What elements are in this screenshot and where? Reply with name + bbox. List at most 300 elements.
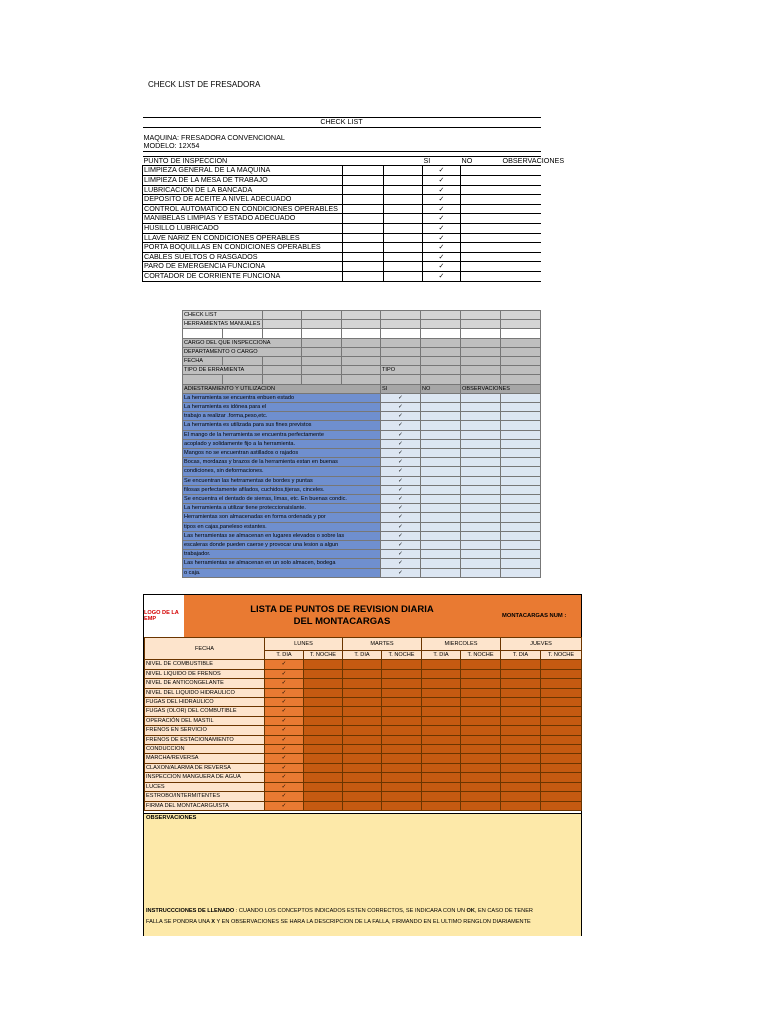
si-checkbox[interactable]: ✓ <box>423 233 461 243</box>
shift-cell[interactable] <box>541 679 582 688</box>
observation-cell[interactable] <box>501 449 541 458</box>
no-header: NO <box>461 156 502 166</box>
shift-cell[interactable] <box>343 669 382 678</box>
no-checkbox[interactable] <box>421 449 461 458</box>
observation-cell[interactable] <box>461 568 501 577</box>
shift-cell[interactable] <box>461 782 501 791</box>
shift-cell[interactable] <box>304 707 343 716</box>
si-checkbox[interactable]: ✓ <box>381 531 421 540</box>
shift-cell[interactable] <box>461 726 501 735</box>
shift-cell[interactable] <box>382 735 422 744</box>
shift-cell[interactable] <box>343 773 382 782</box>
instructions-label: INSTRUCCCIONES DE LLENADO <box>146 908 235 914</box>
forklift-row <box>145 660 582 669</box>
shift-cell[interactable] <box>343 782 382 791</box>
shift-cell[interactable] <box>304 669 343 678</box>
shift-night-header: T. NOCHE <box>461 651 501 660</box>
monday-day-cell[interactable]: ✓ <box>265 726 304 735</box>
shift-cell[interactable] <box>343 726 382 735</box>
shift-cell[interactable] <box>501 773 541 782</box>
observation-cell[interactable] <box>501 504 541 513</box>
observation-cell[interactable] <box>501 550 541 559</box>
shift-cell[interactable] <box>343 801 382 810</box>
forklift-item-label: INSPECCION MANGUERA DE AGUA <box>145 773 265 782</box>
shift-cell[interactable] <box>501 660 541 669</box>
no-checkbox[interactable] <box>461 204 502 214</box>
observation-cell[interactable] <box>501 485 541 494</box>
shift-cell[interactable] <box>382 754 422 763</box>
forklift-row <box>145 745 582 754</box>
shift-cell[interactable] <box>382 792 422 801</box>
shift-cell[interactable] <box>422 716 461 725</box>
tool-check-row <box>183 504 541 513</box>
no-checkbox[interactable] <box>421 430 461 439</box>
observation-cell[interactable] <box>461 458 501 467</box>
tool-check-label: Las herramientas se almacenan en lugares elevados o sobre las <box>183 531 381 540</box>
shift-cell[interactable] <box>501 792 541 801</box>
si-checkbox[interactable]: ✓ <box>381 513 421 522</box>
observation-cell[interactable] <box>502 214 541 224</box>
observation-cell[interactable] <box>461 467 501 476</box>
monday-day-cell[interactable]: ✓ <box>265 745 304 754</box>
shift-cell[interactable] <box>541 716 582 725</box>
herramientas-checklist-table <box>182 310 541 578</box>
shift-cell[interactable] <box>501 782 541 791</box>
no-checkbox[interactable] <box>421 467 461 476</box>
forklift-item-label: FUGAS (OLOR) DEL COMBUTIBLE <box>145 707 265 716</box>
shift-cell[interactable] <box>304 754 343 763</box>
observation-cell[interactable] <box>461 449 501 458</box>
shift-cell[interactable] <box>422 698 461 707</box>
shift-cell[interactable] <box>501 735 541 744</box>
no-checkbox[interactable] <box>461 262 502 272</box>
observation-cell[interactable] <box>461 504 501 513</box>
si-checkbox[interactable]: ✓ <box>381 504 421 513</box>
tool-check-label: Bocas, mordazas y brazos de la herramienta estan en buenas <box>183 458 381 467</box>
day-header: LUNES <box>265 638 343 651</box>
shift-cell[interactable] <box>461 688 501 697</box>
shift-cell[interactable] <box>541 688 582 697</box>
shift-cell[interactable] <box>422 660 461 669</box>
no-checkbox[interactable] <box>461 271 502 281</box>
shift-cell[interactable] <box>501 669 541 678</box>
monday-day-cell[interactable]: ✓ <box>265 801 304 810</box>
no-checkbox[interactable] <box>421 485 461 494</box>
monday-day-cell[interactable]: ✓ <box>265 773 304 782</box>
observation-cell[interactable] <box>461 531 501 540</box>
shift-cell[interactable] <box>343 735 382 744</box>
si-checkbox[interactable]: ✓ <box>381 550 421 559</box>
si-checkbox[interactable]: ✓ <box>423 243 461 253</box>
si-checkbox[interactable]: ✓ <box>381 485 421 494</box>
shift-cell[interactable] <box>343 792 382 801</box>
tool-check-row <box>183 421 541 430</box>
no-checkbox[interactable] <box>461 252 502 262</box>
monday-day-cell[interactable]: ✓ <box>265 679 304 688</box>
si-checkbox[interactable]: ✓ <box>423 185 461 195</box>
tool-check-label: Se encuentran las hetrramentas de bordes y puntas <box>183 476 381 485</box>
shift-cell[interactable] <box>422 707 461 716</box>
forklift-row <box>145 773 582 782</box>
day-header: MARTES <box>343 638 422 651</box>
si-checkbox[interactable]: ✓ <box>423 204 461 214</box>
observation-cell[interactable] <box>502 233 541 243</box>
shift-cell[interactable] <box>304 726 343 735</box>
observation-cell[interactable] <box>502 195 541 205</box>
shift-cell[interactable] <box>461 745 501 754</box>
shift-cell[interactable] <box>304 792 343 801</box>
si-checkbox[interactable]: ✓ <box>381 522 421 531</box>
shift-cell[interactable] <box>304 782 343 791</box>
observation-cell[interactable] <box>502 243 541 253</box>
forklift-row <box>145 763 582 772</box>
observation-cell[interactable] <box>501 522 541 531</box>
no-checkbox[interactable] <box>421 504 461 513</box>
shift-cell[interactable] <box>382 745 422 754</box>
forklift-row <box>145 792 582 801</box>
tool-check-label: El mango de la herramienta se encuentra perfectamente <box>183 430 381 439</box>
training-header: ADIESTRAMIENTO Y UTILIZACION <box>183 384 381 393</box>
shift-cell[interactable] <box>304 716 343 725</box>
shift-cell[interactable] <box>501 726 541 735</box>
shift-cell[interactable] <box>343 716 382 725</box>
observation-cell[interactable] <box>461 541 501 550</box>
forklift-number-label: MONTACARGAS NUM : <box>500 595 581 637</box>
shift-cell[interactable] <box>501 801 541 810</box>
forklift-item-label: FIRMA DEL MONTACARGUISTA <box>145 801 265 810</box>
si-checkbox[interactable]: ✓ <box>381 495 421 504</box>
shift-cell[interactable] <box>501 679 541 688</box>
shift-cell[interactable] <box>382 801 422 810</box>
shift-cell[interactable] <box>541 773 582 782</box>
shift-cell[interactable] <box>541 707 582 716</box>
shift-cell[interactable] <box>501 754 541 763</box>
forklift-item-label: OPERACIÓN DEL MASTIL <box>145 716 265 725</box>
no-checkbox[interactable] <box>461 243 502 253</box>
si-checkbox[interactable]: ✓ <box>381 568 421 577</box>
observation-cell[interactable] <box>501 495 541 504</box>
monday-day-cell[interactable]: ✓ <box>265 792 304 801</box>
shift-cell[interactable] <box>422 669 461 678</box>
monday-day-cell[interactable]: ✓ <box>265 707 304 716</box>
shift-cell[interactable] <box>541 782 582 791</box>
shift-cell[interactable] <box>541 754 582 763</box>
shift-cell[interactable] <box>422 801 461 810</box>
monday-day-cell[interactable]: ✓ <box>265 669 304 678</box>
shift-cell[interactable] <box>382 669 422 678</box>
shift-cell[interactable] <box>461 773 501 782</box>
no-checkbox[interactable] <box>461 214 502 224</box>
shift-cell[interactable] <box>461 707 501 716</box>
observation-cell[interactable] <box>502 166 541 176</box>
observation-cell[interactable] <box>501 412 541 421</box>
shift-cell[interactable] <box>541 698 582 707</box>
no-checkbox[interactable] <box>421 393 461 402</box>
shift-cell[interactable] <box>343 707 382 716</box>
observation-cell[interactable] <box>461 485 501 494</box>
shift-cell[interactable] <box>541 660 582 669</box>
shift-cell[interactable] <box>382 688 422 697</box>
shift-cell[interactable] <box>541 801 582 810</box>
shift-cell[interactable] <box>304 698 343 707</box>
observation-cell[interactable] <box>501 513 541 522</box>
monday-day-cell[interactable]: ✓ <box>265 754 304 763</box>
no-checkbox[interactable] <box>421 531 461 540</box>
shift-cell[interactable] <box>461 763 501 772</box>
shift-cell[interactable] <box>461 698 501 707</box>
observation-cell[interactable] <box>501 531 541 540</box>
observations-area[interactable] <box>144 813 581 936</box>
no-checkbox[interactable] <box>421 421 461 430</box>
no-checkbox[interactable] <box>421 568 461 577</box>
tool-check-label: Mangos no se encuentran astillados o rajados <box>183 449 381 458</box>
shift-cell[interactable] <box>461 792 501 801</box>
shift-cell[interactable] <box>461 735 501 744</box>
no-checkbox[interactable] <box>421 541 461 550</box>
shift-cell[interactable] <box>382 707 422 716</box>
observation-cell[interactable] <box>501 430 541 439</box>
instructions-ok: OK <box>466 908 475 914</box>
observation-cell[interactable] <box>461 476 501 485</box>
tool-check-row <box>183 458 541 467</box>
shift-cell[interactable] <box>422 679 461 688</box>
observation-cell[interactable] <box>501 559 541 568</box>
si-checkbox[interactable]: ✓ <box>381 458 421 467</box>
si-checkbox[interactable]: ✓ <box>423 214 461 224</box>
monday-day-cell[interactable]: ✓ <box>265 688 304 697</box>
observation-cell[interactable] <box>501 541 541 550</box>
monday-day-cell[interactable]: ✓ <box>265 735 304 744</box>
shift-cell[interactable] <box>422 688 461 697</box>
forklift-row <box>145 698 582 707</box>
no-checkbox[interactable] <box>421 513 461 522</box>
observation-cell[interactable] <box>502 262 541 272</box>
si-checkbox[interactable]: ✓ <box>381 467 421 476</box>
shift-cell[interactable] <box>382 773 422 782</box>
shift-cell[interactable] <box>382 726 422 735</box>
shift-cell[interactable] <box>501 763 541 772</box>
no-checkbox[interactable] <box>421 495 461 504</box>
no-checkbox[interactable] <box>421 403 461 412</box>
observation-cell[interactable] <box>461 430 501 439</box>
shift-cell[interactable] <box>461 754 501 763</box>
shift-cell[interactable] <box>461 716 501 725</box>
shift-cell[interactable] <box>304 745 343 754</box>
shift-cell[interactable] <box>422 763 461 772</box>
shift-cell[interactable] <box>422 773 461 782</box>
observation-cell[interactable] <box>501 458 541 467</box>
observation-cell[interactable] <box>502 185 541 195</box>
shift-cell[interactable] <box>382 698 422 707</box>
si-checkbox[interactable]: ✓ <box>423 223 461 233</box>
checklist-item-label: DEPOSITO DE ACEITE A NIVEL ADECUADO <box>143 195 343 205</box>
no-checkbox[interactable] <box>421 522 461 531</box>
type-label: TIPO <box>381 366 421 375</box>
instructions-text-b: , EN CASO DE TENER <box>474 908 533 914</box>
shift-cell[interactable] <box>304 679 343 688</box>
checklist-item-label: LUBRICACION DE LA BANCADA <box>143 185 343 195</box>
si-checkbox[interactable]: ✓ <box>381 393 421 402</box>
si-checkbox[interactable]: ✓ <box>381 421 421 430</box>
observation-cell[interactable] <box>461 393 501 402</box>
shift-cell[interactable] <box>304 735 343 744</box>
observation-cell[interactable] <box>461 522 501 531</box>
shift-cell[interactable] <box>541 669 582 678</box>
forklift-title-line1: LISTA DE PUNTOS DE REVISION DIARIA <box>250 604 434 615</box>
forklift-row <box>145 716 582 725</box>
no-checkbox[interactable] <box>421 559 461 568</box>
shift-cell[interactable] <box>501 688 541 697</box>
observation-cell[interactable] <box>461 495 501 504</box>
tool-check-row <box>183 403 541 412</box>
si-checkbox[interactable]: ✓ <box>381 449 421 458</box>
observation-cell[interactable] <box>501 393 541 402</box>
observation-cell[interactable] <box>461 550 501 559</box>
shift-cell[interactable] <box>382 660 422 669</box>
no-checkbox[interactable] <box>461 195 502 205</box>
tool-check-label: acoplado y solidamente fijo a la herramienta. <box>183 439 381 448</box>
si-checkbox[interactable]: ✓ <box>381 476 421 485</box>
shift-cell[interactable] <box>422 782 461 791</box>
department-label: DEPARTAMENTO O CARGO <box>183 347 302 356</box>
shift-cell[interactable] <box>501 698 541 707</box>
shift-cell[interactable] <box>382 679 422 688</box>
shift-cell[interactable] <box>304 660 343 669</box>
no-checkbox[interactable] <box>421 458 461 467</box>
observation-cell[interactable] <box>502 223 541 233</box>
observation-cell[interactable] <box>461 439 501 448</box>
no-checkbox[interactable] <box>461 185 502 195</box>
monday-day-cell[interactable]: ✓ <box>265 763 304 772</box>
forklift-checklist <box>143 594 582 936</box>
shift-cell[interactable] <box>461 801 501 810</box>
shift-cell[interactable] <box>541 763 582 772</box>
si-checkbox[interactable]: ✓ <box>423 175 461 185</box>
checklist-row <box>143 262 541 272</box>
no-checkbox[interactable] <box>421 550 461 559</box>
no-checkbox[interactable] <box>421 412 461 421</box>
shift-cell[interactable] <box>422 735 461 744</box>
tool-check-row <box>183 559 541 568</box>
shift-cell[interactable] <box>304 763 343 772</box>
shift-cell[interactable] <box>422 754 461 763</box>
shift-cell[interactable] <box>343 745 382 754</box>
observation-cell[interactable] <box>461 421 501 430</box>
tool-check-label: escaleras donde pueden caerse y provocar una lesion a algun <box>183 541 381 550</box>
fresadora-title: CHECK LIST DE FRESADORA <box>148 80 261 89</box>
monday-day-cell[interactable]: ✓ <box>265 716 304 725</box>
shift-cell[interactable] <box>541 726 582 735</box>
shift-cell[interactable] <box>501 745 541 754</box>
observation-cell[interactable] <box>501 568 541 577</box>
si-checkbox[interactable]: ✓ <box>423 195 461 205</box>
si-checkbox[interactable]: ✓ <box>381 439 421 448</box>
no-checkbox[interactable] <box>461 175 502 185</box>
observation-cell[interactable] <box>502 175 541 185</box>
shift-cell[interactable] <box>382 763 422 772</box>
shift-cell[interactable] <box>422 745 461 754</box>
si-checkbox[interactable]: ✓ <box>381 412 421 421</box>
shift-cell[interactable] <box>501 707 541 716</box>
observation-cell[interactable] <box>501 421 541 430</box>
shift-cell[interactable] <box>382 716 422 725</box>
shift-day-header: T. DIA <box>343 651 382 660</box>
observation-cell[interactable] <box>501 439 541 448</box>
no-checkbox[interactable] <box>421 476 461 485</box>
si-checkbox[interactable]: ✓ <box>381 541 421 550</box>
shift-cell[interactable] <box>343 754 382 763</box>
forklift-grid <box>144 637 582 811</box>
no-checkbox[interactable] <box>421 439 461 448</box>
shift-cell[interactable] <box>461 669 501 678</box>
observation-cell[interactable] <box>501 476 541 485</box>
shift-cell[interactable] <box>304 801 343 810</box>
si-checkbox[interactable]: ✓ <box>423 252 461 262</box>
tool-check-row <box>183 541 541 550</box>
shift-cell[interactable] <box>541 735 582 744</box>
shift-cell[interactable] <box>382 782 422 791</box>
shift-cell[interactable] <box>304 688 343 697</box>
shift-cell[interactable] <box>343 679 382 688</box>
shift-cell[interactable] <box>422 792 461 801</box>
shift-night-header: T. NOCHE <box>541 651 582 660</box>
forklift-item-label: CONDUCCION <box>145 745 265 754</box>
tool-check-label: condiciones, sin deformaciones. <box>183 467 381 476</box>
shift-cell[interactable] <box>541 792 582 801</box>
shift-cell[interactable] <box>422 726 461 735</box>
si-checkbox[interactable]: ✓ <box>381 430 421 439</box>
tool-check-label: La herramienta es idónea para el <box>183 403 381 412</box>
observation-cell[interactable] <box>461 559 501 568</box>
shift-cell[interactable] <box>461 679 501 688</box>
observation-cell[interactable] <box>461 412 501 421</box>
monday-day-cell[interactable]: ✓ <box>265 660 304 669</box>
si-checkbox[interactable]: ✓ <box>423 166 461 176</box>
observation-cell[interactable] <box>501 467 541 476</box>
shift-cell[interactable] <box>343 698 382 707</box>
shift-night-header: T. NOCHE <box>304 651 343 660</box>
instructions-text-a: : CUANDO LOS CONCEPTOS INDICADOS ESTEN CORRECTOS, SE INDICARA CON UN <box>234 908 467 914</box>
si-checkbox[interactable]: ✓ <box>423 271 461 281</box>
observation-cell[interactable] <box>461 403 501 412</box>
observation-cell[interactable] <box>501 403 541 412</box>
monday-day-cell[interactable]: ✓ <box>265 782 304 791</box>
shift-cell[interactable] <box>304 773 343 782</box>
si-checkbox[interactable]: ✓ <box>381 403 421 412</box>
shift-cell[interactable] <box>541 745 582 754</box>
forklift-row <box>145 735 582 744</box>
shift-cell[interactable] <box>501 716 541 725</box>
observation-cell[interactable] <box>502 252 541 262</box>
checklist-item-label: PORTA BOQUILLAS EN CONDICIONES OPERABLES <box>143 243 343 253</box>
shift-cell[interactable] <box>343 660 382 669</box>
observation-cell[interactable] <box>461 513 501 522</box>
monday-day-cell[interactable]: ✓ <box>265 698 304 707</box>
no-checkbox[interactable] <box>461 233 502 243</box>
shift-cell[interactable] <box>461 660 501 669</box>
si-checkbox[interactable]: ✓ <box>381 559 421 568</box>
no-checkbox[interactable] <box>461 223 502 233</box>
no-checkbox[interactable] <box>461 166 502 176</box>
observation-cell[interactable] <box>502 271 541 281</box>
observation-cell[interactable] <box>502 204 541 214</box>
si-checkbox[interactable]: ✓ <box>423 262 461 272</box>
shift-cell[interactable] <box>343 688 382 697</box>
tool-check-row <box>183 485 541 494</box>
shift-cell[interactable] <box>343 763 382 772</box>
tool-check-row <box>183 393 541 402</box>
instructions-text-d: Y EN OBSERVACIONES SE HARA LA DESCRIPCION DE LA FALLA, FIRMANDO EN EL ULTIMO RENGLON DIARIAMENTE <box>215 919 531 925</box>
